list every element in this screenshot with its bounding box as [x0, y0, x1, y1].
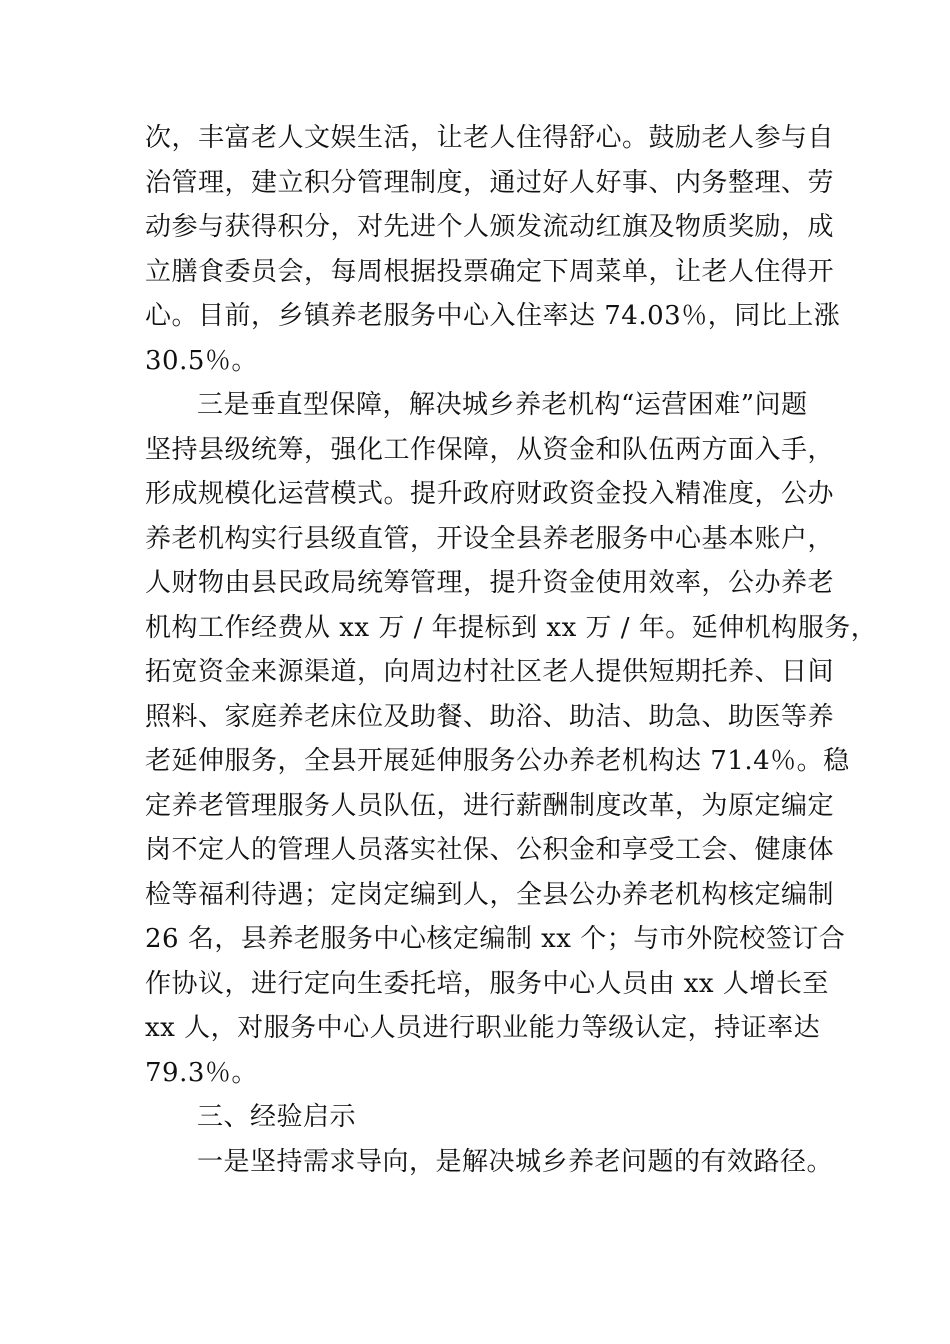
text-line: 坚持县级统筹，强化工作保障，从资金和队伍两方面入手， — [145, 434, 835, 465]
text-line: 治管理，建立积分管理制度，通过好人好事、内务整理、劳 — [145, 167, 835, 198]
text-line: 作协议，进行定向生委托培，服务中心人员由 xx 人增长至 — [145, 968, 829, 999]
text-line: 动参与获得积分，对先进个人颁发流动红旗及物质奖励，成 — [145, 212, 835, 242]
text-line: 老延伸服务，全县开展延伸服务公办养老机构达 71.4％。稳 — [145, 746, 850, 776]
text-line: 形成规模化运营模式。提升政府财政资金投入精准度，公办 — [145, 479, 835, 509]
paragraph-start-line: 三是垂直型保障，解决城乡养老机构“运营困难”问题 — [197, 390, 808, 420]
text-line: 养老机构实行县级直管，开设全县养老服务中心基本账户， — [145, 523, 835, 554]
paragraph-start-line: 一是坚持需求导向，是解决城乡养老问题的有效路径。 — [197, 1146, 834, 1177]
text-line: xx 人，对服务中心人员进行职业能力等级认定，持证率达 — [145, 1013, 821, 1043]
text-line: 检等福利待遇；定岗定编到人，全县公办养老机构核定编制 — [145, 879, 835, 910]
text-line: 拓宽资金来源渠道，向周边村社区老人提供短期托养、日间 — [145, 657, 835, 687]
text-line: 立膳食委员会，每周根据投票确定下周菜单，让老人住得开 — [145, 256, 835, 287]
text-line: 照料、家庭养老床位及助餐、助浴、助洁、助急、助医等养 — [145, 701, 835, 732]
text-line: 79.3％。 — [145, 1057, 258, 1088]
text-line: 次，丰富老人文娱生活，让老人住得舒心。鼓励老人参与自 — [145, 123, 835, 153]
body-text — [145, 116, 878, 1184]
text-line: 心。目前，乡镇养老服务中心入住率达 74.03％，同比上涨 — [145, 301, 841, 331]
text-line: 26 名，县养老服务中心核定编制 xx 个；与市外院校签订合 — [145, 924, 846, 954]
section-heading: 三、经验启示 — [197, 1102, 357, 1132]
text-line: 定养老管理服务人员队伍，进行薪酬制度改革，为原定编定 — [145, 790, 835, 821]
text-line: 机构工作经费从 xx 万 / 年提标到 xx 万 / 年。延伸机构服务， — [145, 612, 878, 643]
text-line: 岗不定人的管理人员落实社保、公积金和享受工会、健康体 — [145, 835, 835, 865]
text-line: 人财物由县民政局统筹管理，提升资金使用效率，公办养老 — [145, 568, 835, 598]
text-line: 30.5％。 — [145, 345, 258, 376]
